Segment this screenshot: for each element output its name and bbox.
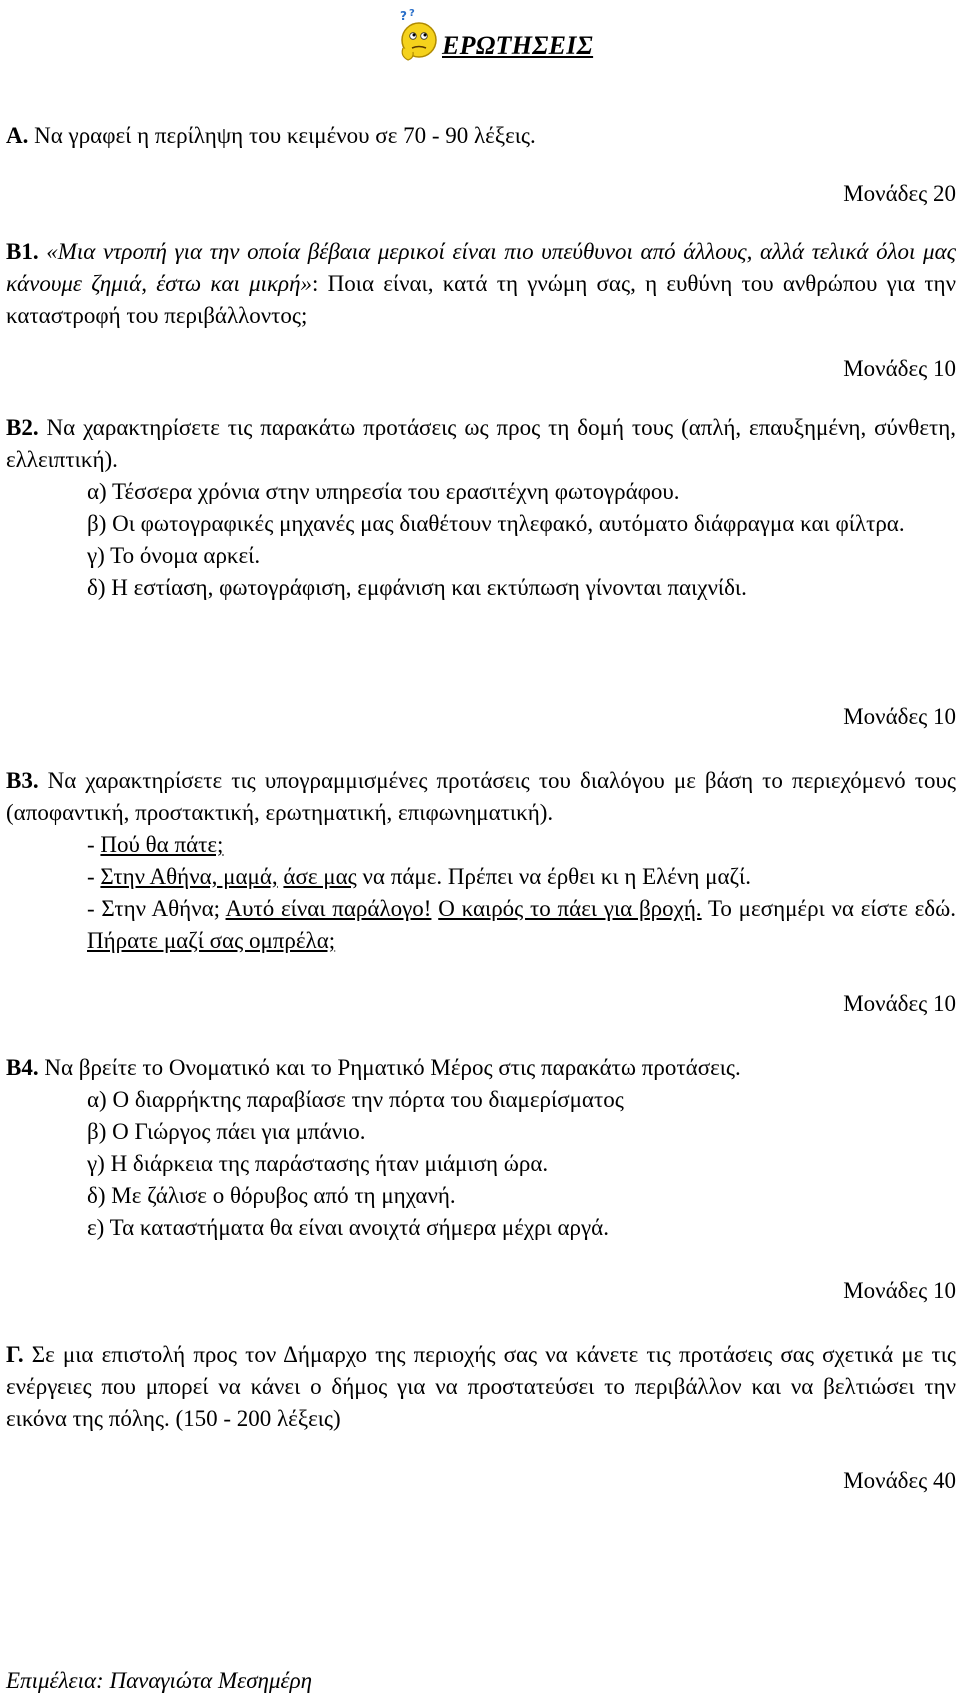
marks-label: Μονάδες 10 [843, 356, 956, 381]
document-page [6, 0, 956, 1699]
page-title: ΕΡΩΤΗΣΕΙΣ [442, 31, 594, 60]
marks-label: Μονάδες 40 [843, 1468, 956, 1493]
question-number: Β1. [6, 239, 39, 264]
list-item: α) Ο διαρρήκτης παραβίασε την πόρτα του διαμερίσματος [87, 1087, 624, 1112]
question-b1 [6, 236, 956, 332]
question-b4 [6, 1052, 956, 1244]
dialogue-line: - Πού θα πάτε; [87, 832, 224, 857]
list-item: α) Τέσσερα χρόνια στην υπηρεσία του ερασιτέχνη φωτογράφου. [87, 479, 680, 504]
question-a [6, 120, 956, 152]
question-text: Να χαρακτηρίσετε τις παρακάτω προτάσεις ως προς τη δομή τους (απλή, επαυξημένη, σύνθετη, ελλειπτική). [6, 415, 956, 472]
question-text: Να βρείτε το Ονοματικό και το Ρηματικό Μέρος στις παρακάτω προτάσεις. [38, 1055, 741, 1080]
question-text: Να γραφεί η περίληψη του κειμένου σε 70 - 90 λέξεις. [28, 123, 536, 148]
question-quote: «Μια ντροπή για την οποία βέβαια μερικοί είναι πιο υπεύθυνοι από άλλους, αλλά τελικά όλοι μας κάνουμε ζημιά, έστω και μικρή» [6, 239, 956, 296]
question-b2 [6, 412, 956, 604]
svg-text:?: ? [400, 9, 407, 23]
footer-credit: Επιμέλεια: Παναγιώτα Μεσημέρη [6, 1668, 313, 1693]
list-item: β) Οι φωτογραφικές μηχανές μας διαθέτουν τηλεφακό, αυτόματο διάφραγμα και φίλτρα. [87, 511, 905, 536]
dialogue-line: - Στην Αθήνα, μαμά, άσε μας να πάμε. Πρέπει να έρθει κι η Ελένη μαζί. [87, 864, 751, 889]
question-g [6, 1339, 956, 1435]
marks-label: Μονάδες 20 [843, 181, 956, 206]
list-item: γ) Η διάρκεια της παράστασης ήταν μιάμιση ώρα. [87, 1151, 549, 1176]
question-number: Β4. [6, 1055, 39, 1080]
list-item: δ) Με ζάλισε ο θόρυβος από τη μηχανή. [87, 1183, 456, 1208]
question-b3 [6, 765, 956, 957]
marks-label: Μονάδες 10 [843, 1278, 956, 1303]
thinking-smiley-icon [394, 6, 444, 66]
question-number: Β2. [6, 415, 39, 440]
question-text: Σε μια επιστολή προς τον Δήμαρχο της περιοχής σας να κάνετε τις προτάσεις σας σχετικά με τις ενέργειες που μπορεί να κάνει ο δήμος για να προστατεύσει το περιβάλλον και να βελτιώσει την εικόνα της πόλης. (150 - 200 λέξεις) [6, 1342, 956, 1431]
dialogue-line: - Στην Αθήνα; Αυτό είναι παράλογο! Ο καιρός το πάει για βροχή. Το μεσημέρι να είστε εδώ. Πήρατε μαζί σας ομπρέλα; [87, 896, 957, 953]
question-text: : Ποια είναι, κατά τη γνώμη σας, η ευθύνη του ανθρώπου για την καταστροφή του περιβάλλοντος; [6, 271, 956, 328]
list-item: γ) Το όνομα αρκεί. [87, 543, 261, 568]
question-number: Β3. [6, 768, 39, 793]
list-item: δ) Η εστίαση, φωτογράφιση, εμφάνιση και εκτύπωση γίνονται παιχνίδι. [87, 575, 747, 600]
question-number: Γ. [6, 1342, 24, 1367]
svg-text:?: ? [409, 8, 415, 19]
question-text: Να χαρακτηρίσετε τις υπογραμμισμένες προτάσεις του διαλόγου με βάση το περιεχόμενό τους (αποφαντική, προστακτική, ερωτηματική, επιφωνηματική). [6, 768, 956, 825]
marks-label: Μονάδες 10 [843, 704, 956, 729]
question-number: Α. [6, 123, 29, 148]
list-item: β) Ο Γιώργος πάει για μπάνιο. [87, 1119, 366, 1144]
list-item: ε) Τα καταστήματα θα είναι ανοιχτά σήμερα μέχρι αργά. [87, 1215, 609, 1240]
header [394, 6, 634, 68]
marks-label: Μονάδες 10 [843, 991, 956, 1016]
